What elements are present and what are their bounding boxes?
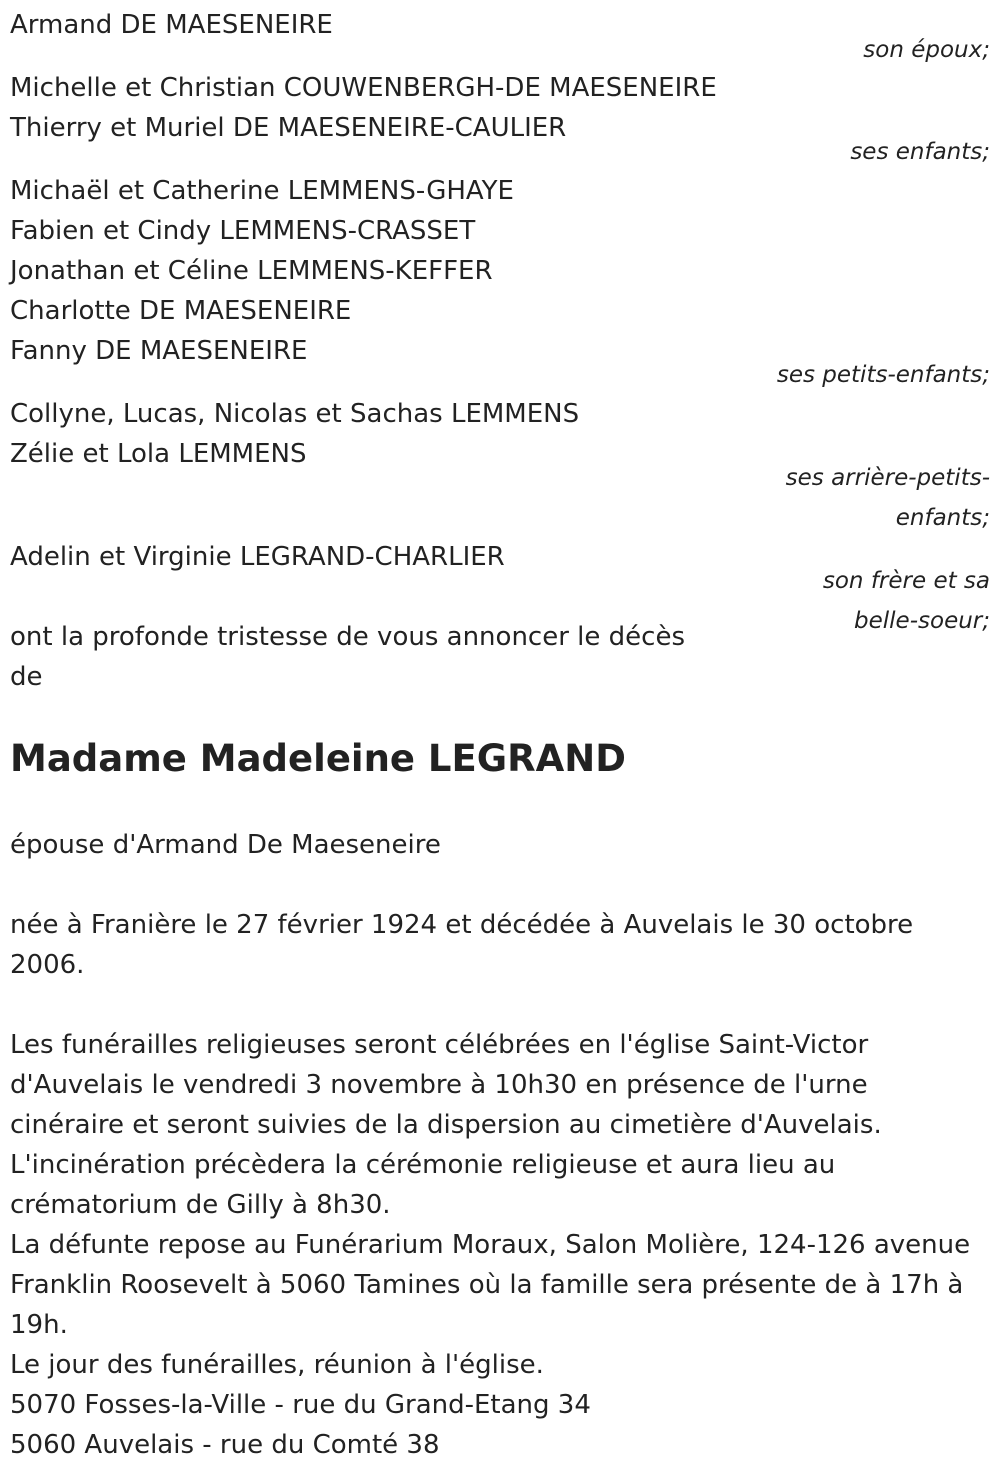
detail-line: 19h. [10,1310,68,1340]
family-member: Collyne, Lucas, Nicolas et Sachas LEMMENS [10,399,580,429]
family-member: Thierry et Muriel DE MAESENEIRE-CAULIER [10,113,567,143]
spouse-line: épouse d'Armand De Maeseneire [10,830,441,860]
relation-role: ses enfants; [850,139,990,165]
relation-role [740,458,990,538]
detail-line: Les funérailles religieuses seront célébrées en l'église Saint-Victor [10,1030,869,1060]
detail-line: La défunte repose au Funérarium Moraux, Salon Molière, 124-126 avenue [10,1230,971,1260]
detail-line: Franklin Roosevelt à 5060 Tamines où la famille sera présente de à 17h à [10,1270,964,1300]
family-member: Charlotte DE MAESENEIRE [10,296,352,326]
deceased-name: Madame Madeleine LEGRAND [10,737,626,780]
announcement-line: de [10,662,43,692]
detail-line: L'incinération précèdera la cérémonie religieuse et aura lieu au [10,1150,836,1180]
funeral-details [10,1025,990,1465]
relation-role-line: enfants; [895,505,990,531]
relation-role-line: ses arrière-petits- [785,465,990,491]
obituary-page [10,0,990,1476]
family-group-grandchildren [10,171,990,371]
relation-role-line: belle-soeur; [854,608,990,634]
detail-line: d'Auvelais le vendredi 3 novembre à 10h30 en présence de l'urne [10,1070,868,1100]
detail-line: cinéraire et seront suivies de la dispersion au cimetière d'Auvelais. [10,1110,882,1140]
detail-line: 5060 Auvelais - rue du Comté 38 [10,1430,440,1460]
detail-line: Le jour des funérailles, réunion à l'église. [10,1350,544,1380]
family-member: Armand DE MAESENEIRE [10,10,333,40]
announcement [10,617,710,697]
family-member: Zélie et Lola LEMMENS [10,439,307,469]
relation-role: ses petits-enfants; [776,362,990,388]
relation-role-line: son frère et sa [822,568,990,594]
birth-death-line: 2006. [10,950,85,980]
family-member: Adelin et Virginie LEGRAND-CHARLIER [10,542,505,572]
announcement-line: ont la profonde tristesse de vous annoncer le décès [10,622,685,652]
birth-death [10,905,990,985]
detail-line: 5070 Fosses-la-Ville - rue du Grand-Etang 34 [10,1390,591,1420]
family-member: Jonathan et Céline LEMMENS-KEFFER [10,256,493,286]
relation-role: son époux; [863,37,990,63]
detail-line: crématorium de Gilly à 8h30. [10,1190,391,1220]
family-member: Michelle et Christian COUWENBERGH-DE MAESENEIRE [10,73,717,103]
family-member: Fanny DE MAESENEIRE [10,336,308,366]
birth-death-line: née à Franière le 27 février 1924 et décédée à Auvelais le 30 octobre [10,910,914,940]
family-member: Michaël et Catherine LEMMENS-GHAYE [10,176,514,206]
relation-role [740,561,990,641]
family-member: Fabien et Cindy LEMMENS-CRASSET [10,216,476,246]
